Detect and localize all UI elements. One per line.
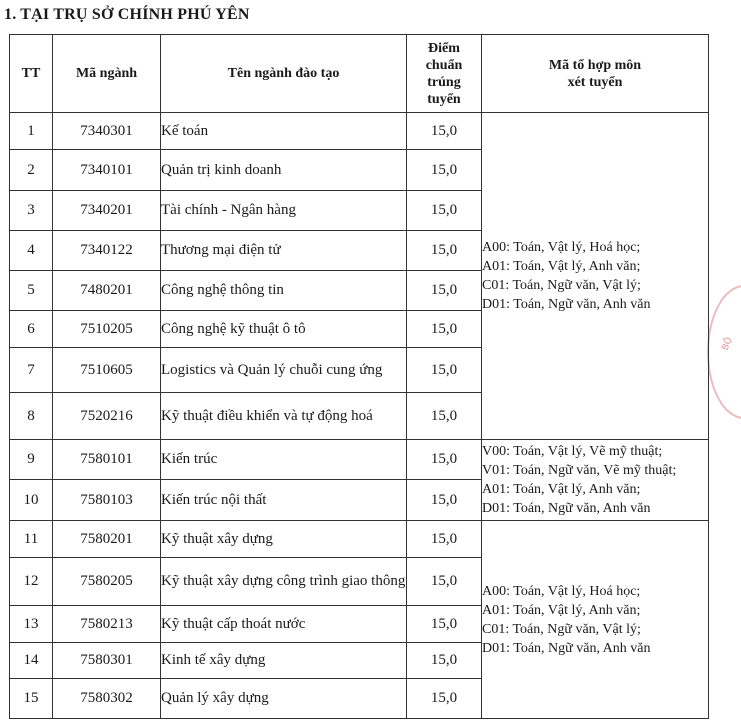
row-score: 15,0 xyxy=(407,150,482,191)
header-combo-line: xét tuyển xyxy=(567,74,623,90)
row-name: Quản trị kinh doanh xyxy=(161,150,407,191)
row-name: Công nghệ kỹ thuật ô tô xyxy=(161,311,407,348)
row-tt: 3 xyxy=(10,191,53,231)
header-combo-line: Mã tổ hợp môn xyxy=(548,57,642,73)
row-score: 15,0 xyxy=(407,231,482,271)
combo-line: A00: Toán, Vật lý, Hoá học; xyxy=(482,240,641,255)
table-row xyxy=(10,113,709,150)
row-tt: 10 xyxy=(10,480,53,521)
row-name: Kiến trúc xyxy=(161,440,407,480)
row-name: Tài chính - Ngân hàng xyxy=(161,191,407,231)
header-score-line: trúng xyxy=(427,74,461,90)
row-score: 15,0 xyxy=(407,606,482,643)
row-name: Kiến trúc nội thất xyxy=(161,480,407,521)
header-score-line: tuyển xyxy=(427,91,461,107)
row-score: 15,0 xyxy=(407,191,482,231)
row-name: Kỹ thuật xây dựng công trình giao thông xyxy=(161,558,407,606)
row-tt: 13 xyxy=(10,606,53,643)
row-name: Thương mại điện tử xyxy=(161,231,407,271)
row-code: 7340301 xyxy=(53,113,161,150)
table-header-row xyxy=(10,35,709,113)
stamp-text: BỘ xyxy=(720,336,735,352)
combo-line: D01: Toán, Ngữ văn, Anh văn xyxy=(482,297,651,312)
row-code: 7340101 xyxy=(53,150,161,191)
combo-line: C01: Toán, Ngữ văn, Vật lý; xyxy=(482,278,641,293)
row-code: 7510605 xyxy=(53,348,161,393)
combo-line: V00: Toán, Vật lý, Vẽ mỹ thuật; xyxy=(482,444,663,459)
header-combo xyxy=(482,35,709,113)
header-score xyxy=(407,35,482,113)
row-tt: 2 xyxy=(10,150,53,191)
table-row xyxy=(10,440,709,480)
row-name: Kỹ thuật điều khiển và tự động hoá xyxy=(161,393,407,440)
row-code: 7580201 xyxy=(53,521,161,558)
row-tt: 1 xyxy=(10,113,53,150)
row-code: 7580205 xyxy=(53,558,161,606)
header-code: Mã ngành xyxy=(53,35,161,113)
row-code: 7580302 xyxy=(53,679,161,719)
row-name: Logistics và Quản lý chuỗi cung ứng xyxy=(161,348,407,393)
row-tt: 4 xyxy=(10,231,53,271)
row-tt: 12 xyxy=(10,558,53,606)
row-tt: 9 xyxy=(10,440,53,480)
row-score: 15,0 xyxy=(407,480,482,521)
row-score: 15,0 xyxy=(407,558,482,606)
row-code: 7520216 xyxy=(53,393,161,440)
row-code: 7340201 xyxy=(53,191,161,231)
admissions-table xyxy=(9,34,709,719)
row-score: 15,0 xyxy=(407,393,482,440)
row-score: 15,0 xyxy=(407,271,482,311)
combo-line: A01: Toán, Vật lý, Anh văn; xyxy=(482,602,641,618)
row-tt: 14 xyxy=(10,643,53,679)
combo-group-cell xyxy=(482,113,709,440)
combo-line: D01: Toán, Ngữ văn, Anh văn xyxy=(482,640,651,656)
row-name: Kế toán xyxy=(161,113,407,150)
row-score: 15,0 xyxy=(407,521,482,558)
row-name: Công nghệ thông tin xyxy=(161,271,407,311)
combo-line: D01: Toán, Ngữ văn, Anh văn xyxy=(482,501,651,516)
row-tt: 15 xyxy=(10,679,53,719)
row-name: Kinh tế xây dựng xyxy=(161,643,407,679)
row-name: Quản lý xây dựng xyxy=(161,679,407,719)
row-code: 7580301 xyxy=(53,643,161,679)
row-tt: 7 xyxy=(10,348,53,393)
row-tt: 6 xyxy=(10,311,53,348)
row-score: 15,0 xyxy=(407,679,482,719)
combo-line: V01: Toán, Ngữ văn, Vẽ mỹ thuật; xyxy=(482,463,677,478)
row-score: 15,0 xyxy=(407,440,482,480)
row-code: 7580101 xyxy=(53,440,161,480)
row-code: 7580103 xyxy=(53,480,161,521)
header-score-line: Điểm xyxy=(428,40,460,56)
combo-group-cell xyxy=(482,521,709,719)
row-code: 7480201 xyxy=(53,271,161,311)
red-seal-stamp xyxy=(707,285,741,419)
header-tt: TT xyxy=(10,35,53,113)
combo-group-cell xyxy=(482,440,709,521)
row-code: 7580213 xyxy=(53,606,161,643)
row-tt: 5 xyxy=(10,271,53,311)
combo-line: A01: Toán, Vật lý, Anh văn; xyxy=(482,259,641,274)
row-name: Kỹ thuật xây dựng xyxy=(161,521,407,558)
section-title: 1. TẠI TRỤ SỞ CHÍNH PHÚ YÊN xyxy=(4,6,250,23)
row-name: Kỹ thuật cấp thoát nước xyxy=(161,606,407,643)
combo-line: C01: Toán, Ngữ văn, Vật lý; xyxy=(482,621,641,637)
row-score: 15,0 xyxy=(407,348,482,393)
combo-line: A00: Toán, Vật lý, Hoá học; xyxy=(482,583,641,599)
row-code: 7510205 xyxy=(53,311,161,348)
combo-line: A01: Toán, Vật lý, Anh văn; xyxy=(482,482,641,497)
table-row xyxy=(10,521,709,558)
row-score: 15,0 xyxy=(407,113,482,150)
row-code: 7340122 xyxy=(53,231,161,271)
header-score-line: chuẩn xyxy=(425,57,463,73)
row-tt: 11 xyxy=(10,521,53,558)
row-score: 15,0 xyxy=(407,311,482,348)
row-tt: 8 xyxy=(10,393,53,440)
header-name: Tên ngành đào tạo xyxy=(161,35,407,113)
row-score: 15,0 xyxy=(407,643,482,679)
